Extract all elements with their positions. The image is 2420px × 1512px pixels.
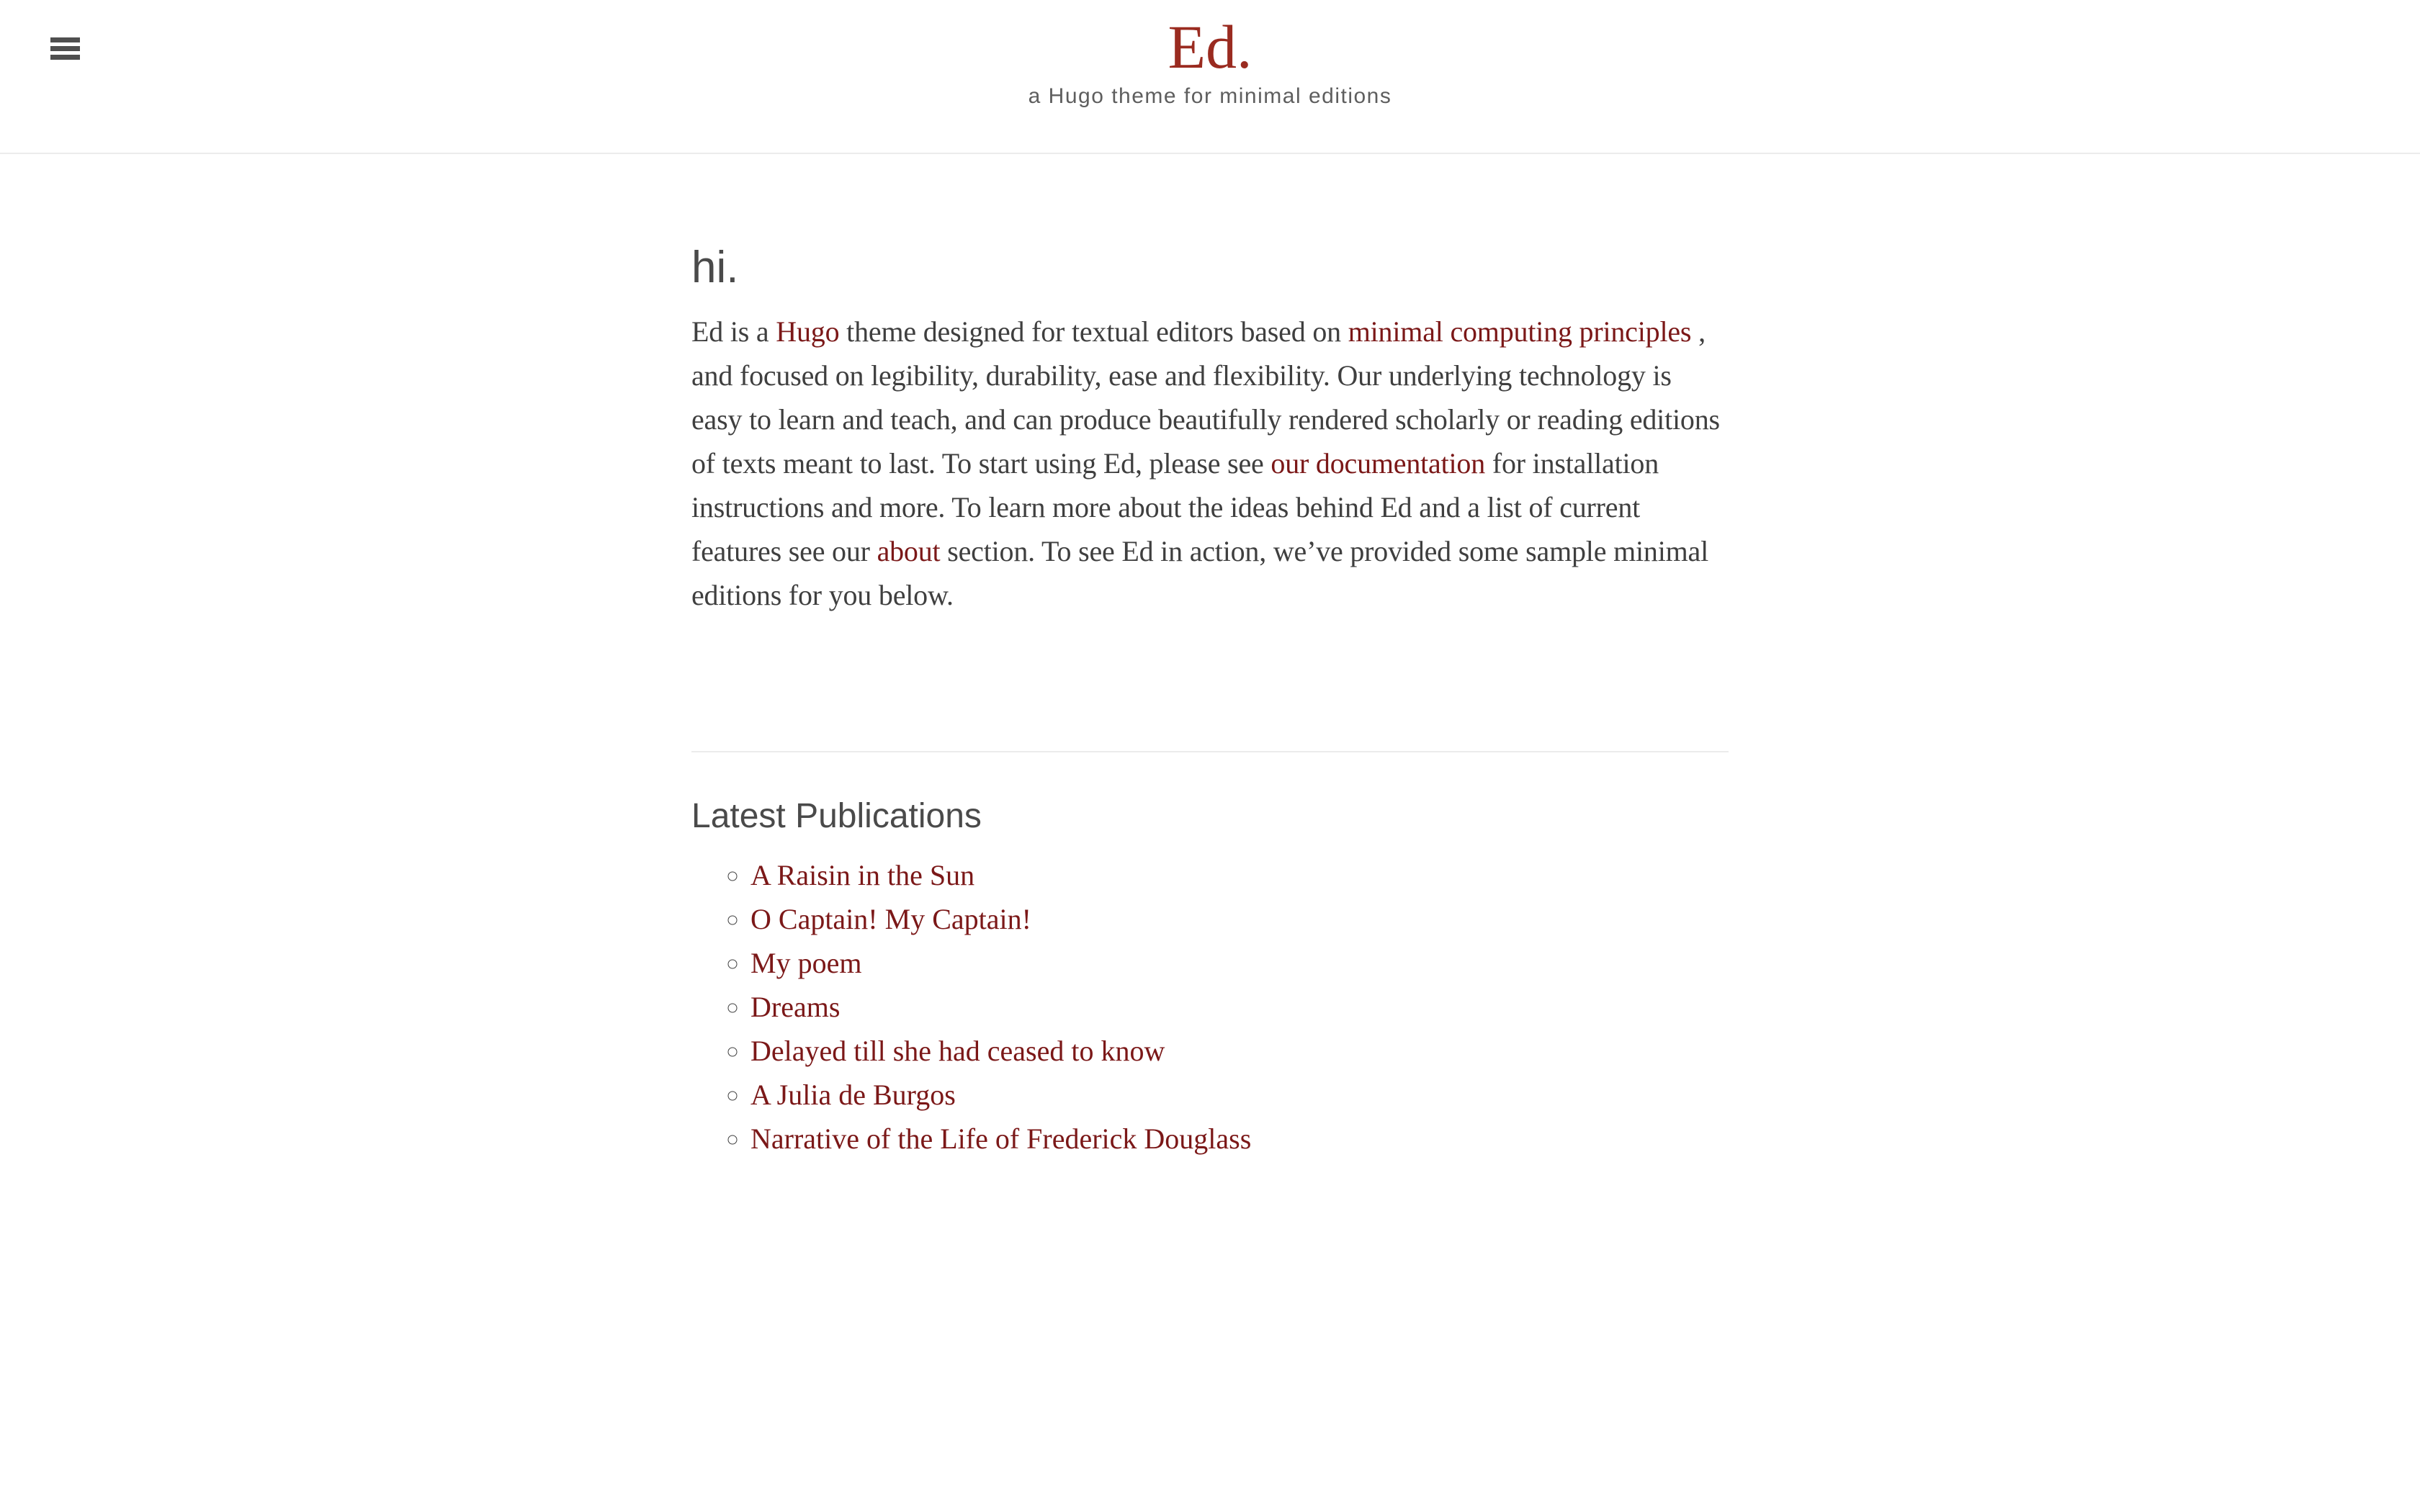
- publication-link[interactable]: A Raisin in the Sun: [750, 858, 975, 891]
- intro-paragraph: [691, 310, 1729, 617]
- publication-list-item: [750, 897, 1729, 941]
- intro-link[interactable]: Hugo: [776, 315, 840, 348]
- intro-text: for installation instructions and more. To learn more about the ideas behind Ed and a list of current features see our: [691, 447, 1659, 568]
- intro-text: theme designed for textual editors based on: [839, 315, 1348, 348]
- intro-text: section. To see Ed in action, we’ve provided some sample minimal editions for you below.: [691, 535, 1708, 612]
- publication-list-item: [750, 941, 1729, 985]
- intro-link[interactable]: minimal computing principles: [1348, 315, 1692, 348]
- site-header: [0, 0, 2420, 154]
- main-content: [691, 243, 1729, 1161]
- publication-link[interactable]: My poem: [750, 946, 862, 979]
- section-divider: [691, 751, 1729, 752]
- intro-text: Ed is a: [691, 315, 776, 348]
- greeting-heading: hi.: [691, 243, 739, 292]
- menu-button[interactable]: [50, 37, 80, 60]
- publications-heading: Latest Publications: [691, 797, 982, 836]
- publication-link[interactable]: A Julia de Burgos: [750, 1078, 956, 1111]
- publication-list-item: [750, 1117, 1729, 1161]
- intro-link[interactable]: about: [877, 535, 941, 568]
- publication-list-item: [750, 1073, 1729, 1117]
- site-subtitle: a Hugo theme for minimal editions: [1028, 84, 1392, 108]
- publication-list-item: [750, 853, 1729, 897]
- publications-list: [691, 853, 1729, 1161]
- publication-list-item: [750, 1029, 1729, 1073]
- publication-link[interactable]: Dreams: [750, 990, 841, 1023]
- site-title-link[interactable]: Ed.: [1168, 12, 1252, 81]
- publication-link[interactable]: Narrative of the Life of Frederick Douglass: [750, 1122, 1252, 1155]
- publication-link[interactable]: Delayed till she had ceased to know: [750, 1034, 1165, 1067]
- hamburger-icon: [50, 37, 80, 60]
- intro-link[interactable]: our documentation: [1270, 447, 1486, 480]
- intro-text: , and focused on legibility, durability, ease and flexibility. Our underlying technology is easy to learn and teach, and can produce beautifully rendered scholarly or reading editions of texts meant to last. To start using Ed, please see: [691, 315, 1720, 480]
- publication-link[interactable]: O Captain! My Captain!: [750, 902, 1031, 935]
- publication-list-item: [750, 985, 1729, 1029]
